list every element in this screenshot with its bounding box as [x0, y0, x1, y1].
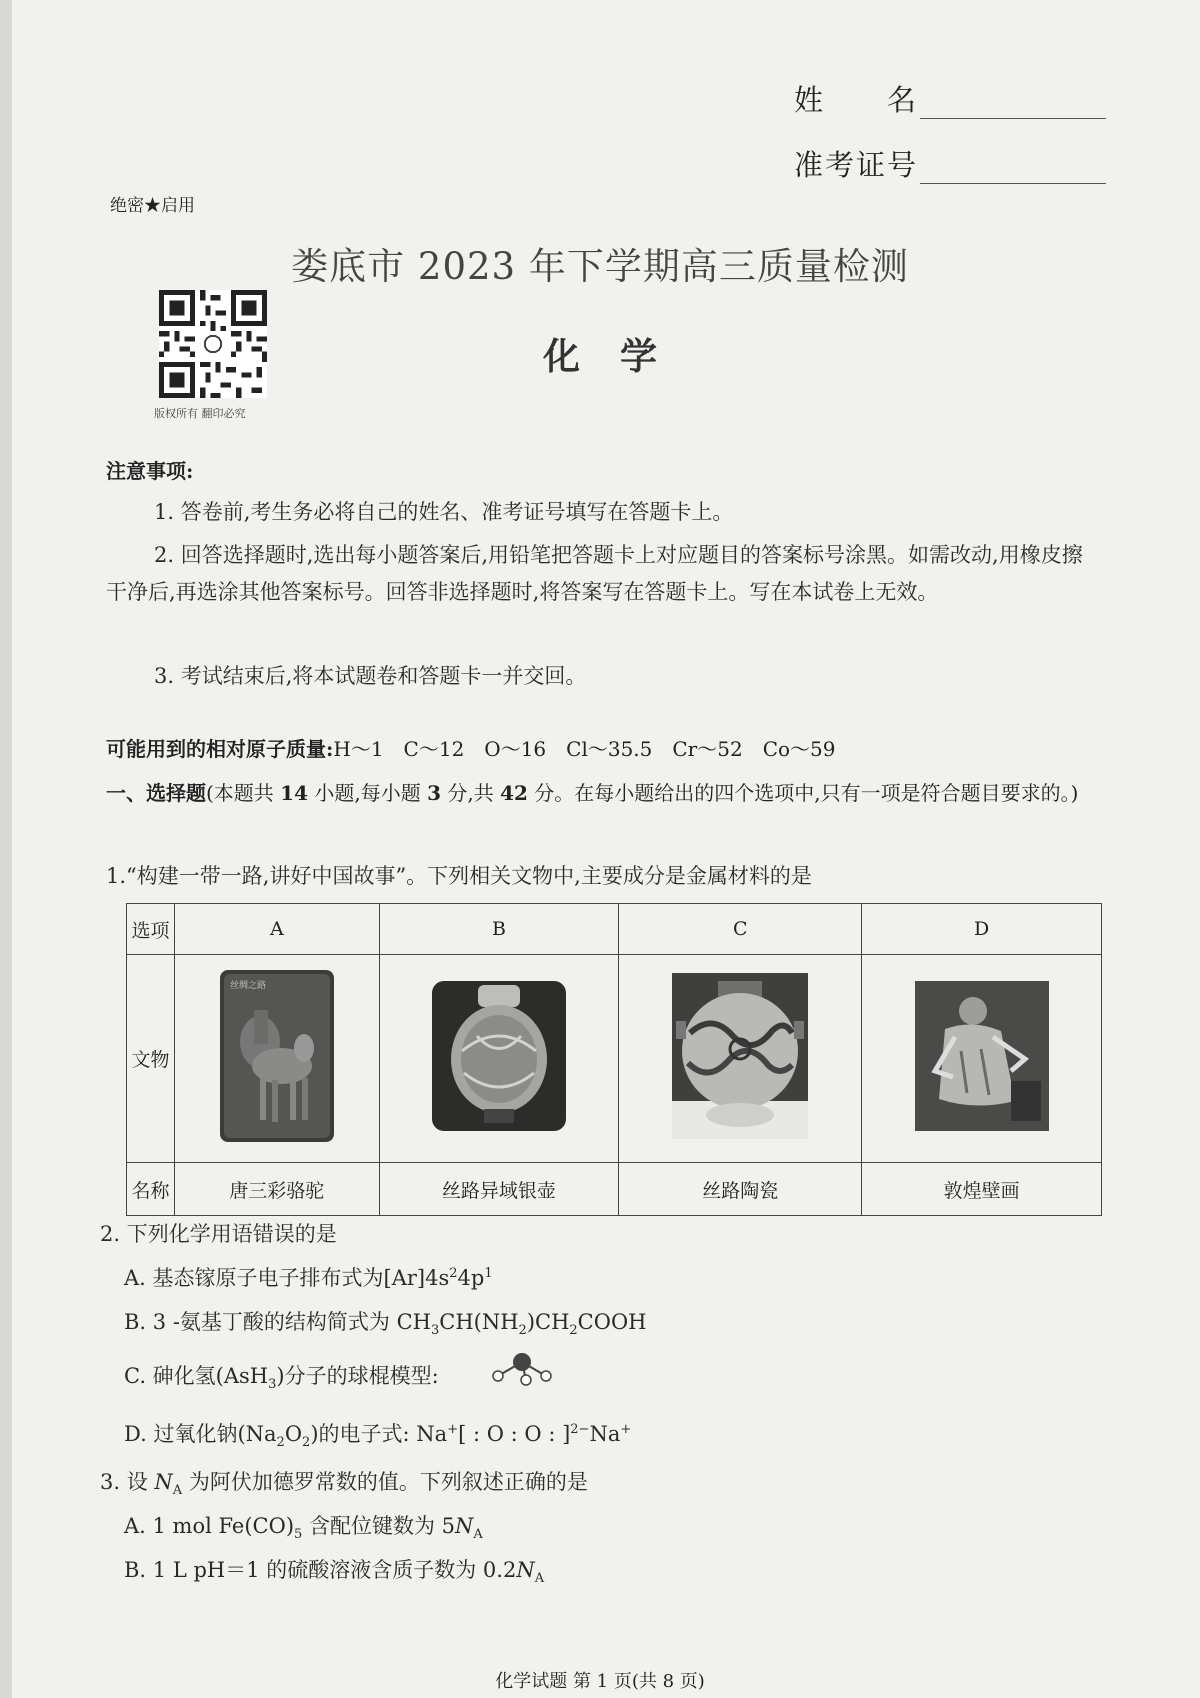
- masses-values: H～1 C～12 O～16 Cl～35.5 Cr～52 Co～59: [333, 737, 836, 761]
- option-text: B. 3 -氨基丁酸的结构简式为 CH: [124, 1310, 431, 1334]
- option-text: B. 1 L pH＝1 的硫酸溶液含质子数为 0.2: [124, 1558, 517, 1582]
- question-1-stem: 1.“构建一带一路,讲好中国故事”。下列相关文物中,主要成分是金属材料的是: [106, 864, 812, 888]
- silk-road-porcelain-photo: [672, 973, 808, 1139]
- formula-o: O: [486, 1422, 504, 1446]
- formula-colon: :: [510, 1422, 518, 1446]
- silver-pot-photo: [432, 981, 566, 1131]
- id-blank[interactable]: [920, 183, 1106, 184]
- option-text: O: [284, 1422, 303, 1446]
- tricolor-camel-photo: [220, 970, 334, 1142]
- stem-text: 为阿伏加德罗常数的值。下列叙述正确的是: [182, 1470, 588, 1494]
- question-count: 14: [280, 781, 309, 805]
- question-2-option-d: [124, 1418, 631, 1450]
- section-note: 小题,每小题: [308, 781, 428, 805]
- exam-title: 娄底市 2023 年下学期高三质量检测: [291, 245, 909, 288]
- photo-caption: 丝绸之路: [229, 981, 266, 991]
- subscript: 3: [430, 1323, 440, 1339]
- formula-na: Na: [589, 1422, 621, 1446]
- relic-name: 丝路异域银壶: [379, 1163, 619, 1216]
- option-text: A. 基态镓原子电子排布式为[Ar]4s: [124, 1266, 450, 1290]
- stem-text: 3. 设: [100, 1470, 155, 1494]
- option-header: B: [379, 904, 619, 955]
- id-label: 准考证号: [794, 148, 919, 182]
- superscript: +: [447, 1422, 459, 1437]
- option-text: 含配位键数为 5: [302, 1514, 456, 1538]
- question-2-option-a: [124, 1262, 493, 1292]
- section-note: 分。在每小题给出的四个选项中,只有一项是符合题目要求的。): [527, 781, 1079, 805]
- photo-cell: [175, 955, 380, 1163]
- formula-na: Na: [416, 1422, 448, 1446]
- subscript: 2: [518, 1323, 527, 1339]
- page-footer: 化学试题 第 1 页(共 8 页): [495, 1671, 705, 1692]
- question-2-option-c: [124, 1360, 439, 1392]
- row-label: 选项: [127, 904, 175, 955]
- subscript: A: [172, 1483, 183, 1499]
- subscript: 5: [294, 1527, 303, 1543]
- symbol-n: N: [516, 1558, 535, 1582]
- superscript: 2−: [570, 1422, 590, 1437]
- subscript: 2: [569, 1323, 578, 1339]
- option-text: )的电子式:: [310, 1422, 410, 1446]
- qr-caption: 版权所有 翻印必究: [154, 407, 246, 420]
- option-header: C: [619, 904, 862, 955]
- option-header: A: [175, 904, 380, 955]
- notice-item: 2. 回答选择题时,选出每小题答案后,用铅笔把答题卡上对应题目的答案标号涂黑。如需改动,用橡皮擦干净后,再选涂其他答案标号。回答非选择题时,将答案写在答题卡上。写在本试卷上无效。: [106, 543, 1083, 604]
- question-3-option-b: [124, 1554, 544, 1586]
- option-text: CH(NH: [439, 1310, 519, 1334]
- points-total: 42: [500, 781, 528, 805]
- section-note: 分,共: [441, 781, 501, 805]
- points-each: 3: [427, 781, 442, 805]
- subscript: A: [473, 1527, 483, 1543]
- option-text: 4p: [457, 1266, 485, 1290]
- relic-table: [126, 903, 1102, 1216]
- masses-label: 可能用到的相对原子质量:: [106, 737, 334, 761]
- photo-cell: [862, 955, 1102, 1163]
- option-text: C. 砷化氢(AsH: [124, 1364, 269, 1388]
- electron-formula: Na+[ : O : O : ]$^{2-}$Na+: [416, 1422, 632, 1446]
- option-text: )CH: [526, 1310, 570, 1334]
- relic-name: 丝路陶瓷: [619, 1163, 862, 1216]
- option-text: COOH: [577, 1310, 647, 1334]
- row-label: 文物: [127, 955, 175, 1163]
- notice-item: 1. 答卷前,考生务必将自己的姓名、准考证号填写在答题卡上。: [154, 500, 734, 524]
- subscript: 3: [268, 1377, 277, 1393]
- symbol-n: N: [154, 1470, 173, 1494]
- notice-heading: 注意事项:: [106, 459, 194, 483]
- section-title: 一、选择题: [106, 781, 206, 805]
- notice-item: 3. 考试结束后,将本试题卷和答题卡一并交回。: [154, 664, 587, 688]
- subscript: 2: [302, 1435, 311, 1451]
- photo-cell: [379, 955, 619, 1163]
- question-2-stem: 2. 下列化学用语错误的是: [100, 1222, 337, 1246]
- dunhuang-mural-photo: [915, 981, 1049, 1131]
- superscript: 2: [449, 1266, 458, 1281]
- option-text: A. 1 mol Fe(CO): [124, 1514, 295, 1538]
- subscript: 2: [276, 1435, 285, 1451]
- section-heading: [106, 774, 1102, 813]
- name-label: 姓 名: [794, 83, 919, 117]
- subject-title: 化学: [543, 334, 697, 378]
- option-text: )分子的球棍模型:: [276, 1364, 439, 1388]
- option-text: D. 过氧化钠(Na: [124, 1422, 277, 1446]
- secret-mark: 绝密★启用: [110, 196, 195, 216]
- option-header: D: [862, 904, 1102, 955]
- row-label: 名称: [127, 1163, 175, 1216]
- photo-cell: [619, 955, 862, 1163]
- superscript: 1: [484, 1266, 493, 1281]
- formula-o: O: [524, 1422, 542, 1446]
- formula-colon: :: [548, 1422, 556, 1446]
- symbol-n: N: [455, 1514, 474, 1538]
- relic-name: 唐三彩骆驼: [175, 1163, 380, 1216]
- atomic-masses: [106, 733, 836, 762]
- relic-name: 敦煌壁画: [862, 1163, 1102, 1216]
- question-3-stem: [100, 1466, 588, 1498]
- ball-stick-model-icon: [486, 1350, 558, 1386]
- superscript: +: [620, 1422, 632, 1437]
- section-note: (本题共: [206, 781, 281, 805]
- name-blank[interactable]: [920, 118, 1106, 119]
- question-3-option-a: [124, 1510, 483, 1542]
- question-2-option-b: [124, 1306, 647, 1338]
- formula-colon: :: [472, 1422, 481, 1446]
- subscript: A: [534, 1571, 545, 1587]
